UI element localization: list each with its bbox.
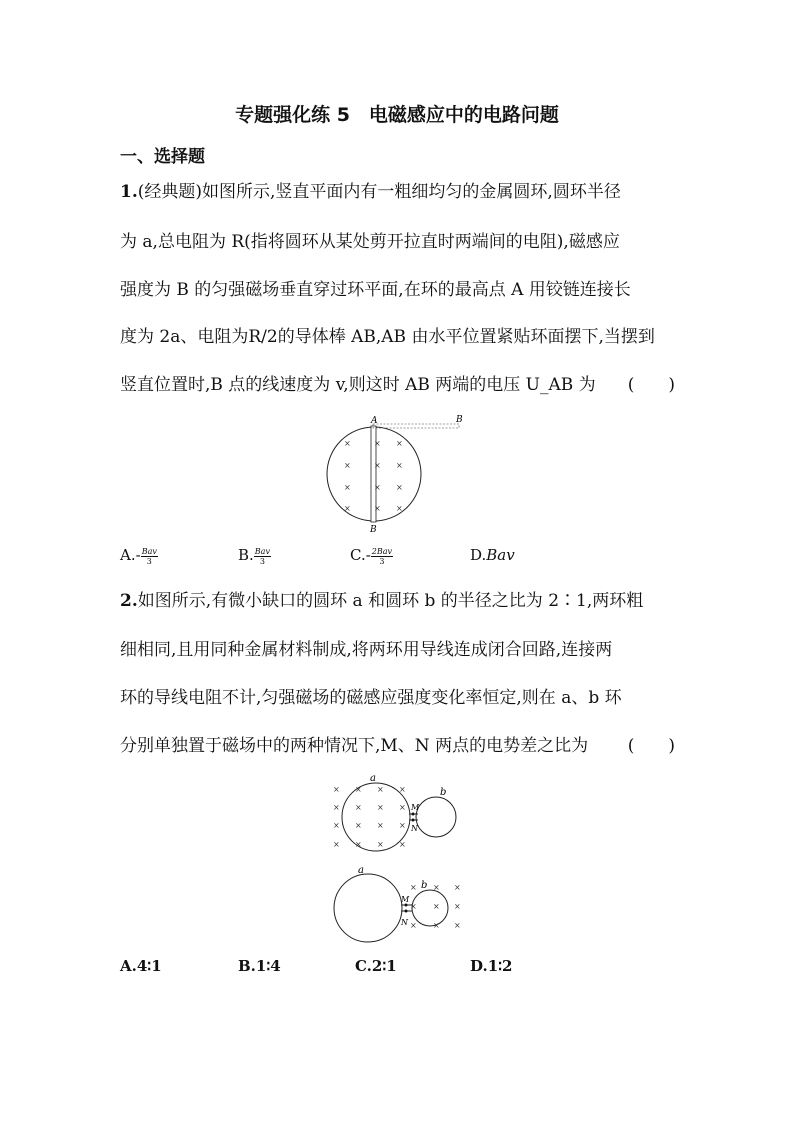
svg-text:×: × [344, 483, 351, 492]
q2-figure-bottom [328, 862, 473, 947]
q1-line-5: 竖直位置时,B 点的线速度为 v,则这时 AB 两端的电压 U_AB 为 ( ) [120, 375, 675, 395]
q1-option-b[interactable]: B. $\frac{\text{Bav}}{3}$ [238, 546, 270, 566]
q2-line-2: 细相同,且用同种金属材料制成,将两环用导线连成闭合回路,连接两 [120, 640, 613, 660]
q2-option-c[interactable]: C.2∶1 [355, 957, 397, 975]
q1-option-a[interactable]: A.- $\frac{\text{Bav}}{3}$ [120, 546, 157, 566]
svg-text:×: × [399, 803, 406, 812]
svg-text:×: × [333, 840, 340, 849]
q2-line-3: 环的导线电阻不计,匀强磁场的磁感应强度变化率恒定,则在 a、b 环 [120, 688, 622, 708]
svg-text:×: × [454, 902, 461, 911]
q2-line-4: 分别单独置于磁场中的两种情况下,M、N 两点的电势差之比为 ( ) [120, 736, 675, 756]
svg-text:×: × [399, 840, 406, 849]
svg-text:×: × [410, 883, 417, 892]
svg-text:×: × [396, 483, 403, 492]
q2-line-1: 2.如图所示,有微小缺口的圆环 a 和圆环 b 的半径之比为 2∶1,两环粗 [120, 591, 644, 611]
svg-text:×: × [377, 803, 384, 812]
svg-text:M: M [411, 803, 420, 812]
svg-text:×: × [374, 504, 381, 513]
svg-text:×: × [433, 921, 440, 930]
q2-top-field-crosses [333, 785, 406, 849]
svg-text:×: × [377, 821, 384, 830]
q1-option-d[interactable]: D.Bav [470, 546, 515, 564]
svg-text:×: × [344, 504, 351, 513]
q1-label-b-top: B [456, 415, 463, 425]
svg-text:M: M [401, 895, 410, 904]
svg-text:×: × [374, 461, 381, 470]
q2-option-d[interactable]: D.1∶2 [470, 957, 513, 975]
svg-text:×: × [399, 785, 406, 794]
svg-text:b: b [440, 787, 447, 798]
svg-text:×: × [374, 483, 381, 492]
svg-text:×: × [344, 439, 351, 448]
svg-text:N: N [401, 918, 408, 927]
q1-line-1: 1.(经典题)如图所示,竖直平面内有一粗细均匀的金属圆环,圆环半径 [120, 182, 621, 202]
svg-text:×: × [355, 803, 362, 812]
svg-text:×: × [355, 821, 362, 830]
svg-text:×: × [410, 902, 417, 911]
q1-label-a: A [371, 416, 378, 426]
svg-text:×: × [377, 840, 384, 849]
q1-figure [320, 410, 480, 535]
svg-text:×: × [433, 883, 440, 892]
q1-line-3: 强度为 B 的匀强磁场垂直穿过环平面,在环的最高点 A 用铰链连接长 [120, 280, 631, 300]
svg-text:N: N [411, 824, 418, 833]
svg-text:×: × [333, 803, 340, 812]
q2-bottom-field-crosses [410, 883, 461, 930]
svg-text:a: a [370, 773, 376, 784]
q1-option-c[interactable]: C.- $\frac{\text{2Bav}}{3}$ [350, 546, 393, 566]
q1-line-2: 为 a,总电阻为 R(指将圆环从某处剪开拉直时两端间的电阻),磁感应 [120, 232, 620, 252]
page-title: 专题强化练 5 电磁感应中的电路问题 [235, 104, 559, 126]
q1-number: 1. [120, 182, 138, 202]
svg-text:×: × [433, 902, 440, 911]
q2-number: 2. [120, 591, 138, 611]
svg-text:×: × [355, 840, 362, 849]
q2-option-a[interactable]: A.4∶1 [120, 957, 162, 975]
svg-text:×: × [333, 821, 340, 830]
svg-text:×: × [410, 921, 417, 930]
svg-text:b: b [421, 880, 428, 891]
svg-text:×: × [355, 785, 362, 794]
svg-text:×: × [454, 921, 461, 930]
svg-text:×: × [399, 821, 406, 830]
svg-text:×: × [374, 439, 381, 448]
svg-text:×: × [344, 461, 351, 470]
q1-line-4: 度为 2a、电阻为R/2的导体棒 AB,AB 由水平位置紧贴环面摆下,当摆到 [120, 327, 655, 347]
svg-text:×: × [377, 785, 384, 794]
svg-text:a: a [358, 865, 364, 876]
svg-text:×: × [396, 439, 403, 448]
svg-text:×: × [454, 883, 461, 892]
q1-label-b-bottom: B [370, 525, 377, 535]
svg-text:×: × [396, 504, 403, 513]
svg-text:×: × [396, 461, 403, 470]
q2-option-b[interactable]: B.1∶4 [238, 957, 281, 975]
q1-answer-paren: ( ) [627, 375, 675, 395]
svg-text:×: × [333, 785, 340, 794]
section-heading: 一、选择题 [120, 147, 205, 167]
q2-figure-top [328, 770, 473, 860]
q2-answer-paren: ( ) [627, 736, 675, 756]
